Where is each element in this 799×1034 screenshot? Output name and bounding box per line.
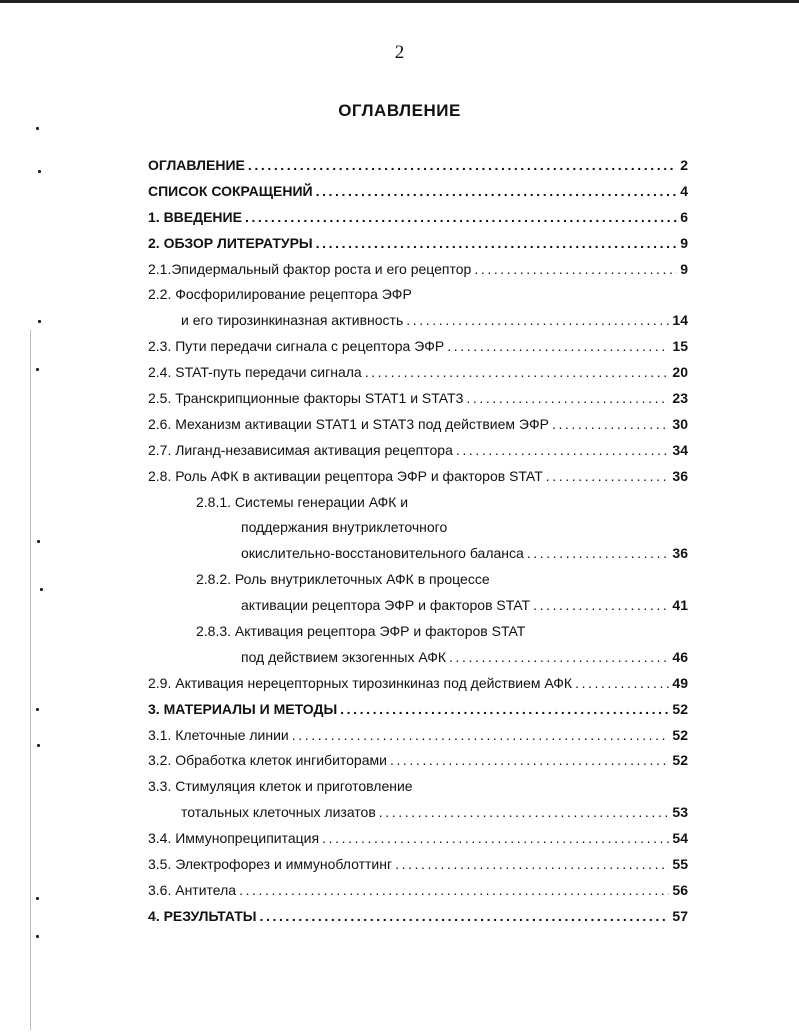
toc-entry-continuation[interactable]: [148, 545, 688, 571]
dot-leader: [390, 752, 669, 768]
scan-speck: [36, 708, 39, 711]
dot-leader: [456, 442, 670, 458]
toc-entry[interactable]: [148, 286, 688, 312]
toc-entry-label: 2.8.1. Системы генерации АФК и: [196, 493, 409, 510]
toc-entry-continuation[interactable]: [148, 312, 688, 338]
toc-entry[interactable]: [148, 390, 688, 416]
scan-speck: [37, 540, 40, 543]
scan-speck: [36, 935, 39, 938]
scan-speck: [37, 744, 40, 747]
toc-entry[interactable]: [148, 209, 688, 235]
page-title: ОГЛАВЛЕНИЕ: [338, 101, 461, 120]
toc-entry[interactable]: [148, 701, 688, 727]
toc-entry-continuation[interactable]: [148, 804, 688, 830]
toc-entry-label: 1. ВВЕДЕНИЕ: [148, 208, 242, 225]
dot-leader: [239, 882, 669, 898]
toc-entry[interactable]: [148, 908, 688, 934]
toc-entry-page: 36: [672, 467, 688, 484]
dot-leader: [575, 675, 669, 691]
toc-entry[interactable]: [148, 752, 688, 778]
dot-leader: [395, 856, 669, 872]
toc-entry-page: 15: [672, 338, 688, 355]
toc-entry-page: 55: [672, 856, 688, 873]
dot-leader: [449, 649, 669, 665]
dot-leader: [248, 157, 677, 173]
toc-entry[interactable]: [148, 416, 688, 442]
scan-speck: [38, 320, 41, 323]
scan-speck: [36, 368, 39, 371]
toc-entry-label: 2. ОБЗОР ЛИТЕРАТУРЫ: [148, 234, 313, 251]
dot-leader: [245, 209, 677, 225]
toc-entry-page: 14: [672, 312, 688, 329]
toc-entry[interactable]: [148, 727, 688, 753]
toc-entry-label: и его тирозинкиназная активность: [181, 312, 404, 329]
toc-entry-label: ОГЛАВЛЕНИЕ: [148, 157, 245, 173]
toc-entry-label: 3. МАТЕРИАЛЫ И МЕТОДЫ: [148, 700, 338, 717]
toc-entry-label: 2.3. Пути передачи сигнала с рецептора ЭФР: [148, 338, 445, 355]
toc-entry-page: 49: [672, 674, 688, 691]
toc-entry-page: 2: [680, 157, 688, 173]
toc-entry-label: 2.8. Роль АФК в активации рецептора ЭФР и факторов STAT: [148, 467, 543, 484]
toc-entry[interactable]: [148, 338, 688, 364]
top-border-rule: [0, 0, 799, 3]
toc-entry-continuation[interactable]: [148, 597, 688, 623]
dot-leader: [316, 235, 678, 251]
dot-leader: [292, 727, 670, 743]
toc-entry-label: активации рецептора ЭФР и факторов STAT: [241, 597, 531, 614]
toc-entry[interactable]: [148, 468, 688, 494]
toc-entry-page: 46: [672, 648, 688, 665]
dot-leader: [322, 830, 669, 846]
toc-entry-label: 4. РЕЗУЛЬТАТЫ: [148, 907, 257, 924]
toc-entry-page: 34: [672, 441, 688, 458]
toc-entry-page: 52: [672, 752, 688, 769]
toc-entry-label: 2.8.2. Роль внутриклеточных АФК в процессе: [196, 571, 490, 588]
toc-entry-page: 9: [680, 260, 688, 277]
dot-leader: [259, 908, 669, 924]
toc-entry-page: 36: [672, 545, 688, 562]
dot-leader: [447, 338, 669, 354]
scan-speck: [38, 170, 41, 173]
toc-entry[interactable]: [148, 261, 688, 287]
toc-entry-label: 3.3. Стимуляция клеток и приготовление: [148, 778, 413, 795]
toc-entry-page: 9: [680, 234, 688, 251]
dot-leader: [365, 364, 670, 380]
toc-entry-label: под действием экзогенных АФК: [241, 648, 447, 665]
toc-subentry[interactable]: [148, 571, 688, 597]
scan-speck: [36, 127, 39, 130]
scan-speck: [40, 588, 43, 591]
toc-entry-page: 41: [672, 597, 688, 614]
toc-entry-page: 53: [672, 804, 688, 821]
toc-entry-page: 54: [672, 830, 688, 847]
toc-entry-label: 2.7. Лиганд-независимая активация рецептора: [148, 441, 453, 458]
toc-entry-label: 3.1. Клеточные линии: [148, 726, 289, 743]
toc-entry[interactable]: [148, 442, 688, 468]
toc-entry[interactable]: [148, 856, 688, 882]
toc-subentry[interactable]: [148, 494, 688, 520]
dot-leader: [466, 390, 669, 406]
toc-entry[interactable]: [148, 364, 688, 390]
binding-edge-line: [30, 330, 31, 1030]
toc-entry-page: 23: [672, 390, 688, 407]
toc-entry-continuation[interactable]: [148, 519, 688, 545]
toc-entry[interactable]: [148, 675, 688, 701]
toc-entry-label: 2.6. Механизм активации STAT1 и STAT3 под действием ЭФР: [148, 415, 549, 432]
toc-entry-page: 56: [672, 881, 688, 898]
toc-entry-label: 2.5. Транскрипционные факторы STAT1 и STAT3: [148, 390, 464, 407]
toc-entry-page: 52: [672, 700, 688, 717]
toc-entry-label: окислительно-восстановительного баланса: [241, 545, 524, 562]
toc-entry-page: 20: [672, 364, 688, 381]
toc-entry-label: поддержания внутриклеточного: [241, 519, 448, 536]
dot-leader: [379, 804, 670, 820]
toc-entry[interactable]: [148, 157, 688, 183]
toc-entry-label: 2.2. Фосфорилирование рецептора ЭФР: [148, 286, 412, 303]
table-of-contents: [148, 157, 688, 934]
dot-leader: [533, 597, 669, 613]
dot-leader: [552, 416, 669, 432]
toc-entry-label: 2.4. STAT-путь передачи сигнала: [148, 364, 362, 381]
dot-leader: [546, 468, 670, 484]
toc-entry-label: 3.5. Электрофорез и иммуноблоттинг: [148, 856, 393, 873]
toc-entry[interactable]: [148, 235, 688, 261]
toc-subentry[interactable]: [148, 623, 688, 649]
dot-leader: [340, 701, 669, 717]
toc-entry-label: 3.4. Иммунопреципитация: [148, 830, 320, 847]
scan-speck: [36, 897, 39, 900]
toc-entry-page: 6: [680, 208, 688, 225]
toc-entry-label: 2.9. Активация нерецепторных тирозинкиназ под действием АФК: [148, 674, 573, 691]
toc-entry-label: 2.8.3. Активация рецептора ЭФР и факторов STAT: [196, 623, 526, 640]
dot-leader: [316, 183, 678, 199]
toc-entry-label: тотальных клеточных лизатов: [181, 804, 376, 821]
toc-entry-page: 57: [672, 907, 688, 924]
toc-entry-label: СПИСОК СОКРАЩЕНИЙ: [148, 182, 313, 199]
toc-entry-label: 3.6. Антитела: [148, 881, 237, 898]
page-number: 2: [394, 42, 405, 63]
toc-entry[interactable]: [148, 882, 688, 908]
toc-entry[interactable]: [148, 830, 688, 856]
toc-entry-page: 4: [680, 182, 688, 199]
toc-entry-page: 52: [672, 726, 688, 743]
toc-entry[interactable]: [148, 183, 688, 209]
toc-entry[interactable]: [148, 778, 688, 804]
toc-entry-label: 3.2. Обработка клеток ингибиторами: [148, 752, 387, 769]
toc-entry-label: 2.1.Эпидермальный фактор роста и его рецептор: [148, 260, 472, 277]
toc-entry-continuation[interactable]: [148, 649, 688, 675]
dot-leader: [474, 261, 677, 277]
dot-leader: [527, 545, 670, 561]
dot-leader: [406, 312, 669, 328]
toc-entry-page: 30: [672, 415, 688, 432]
